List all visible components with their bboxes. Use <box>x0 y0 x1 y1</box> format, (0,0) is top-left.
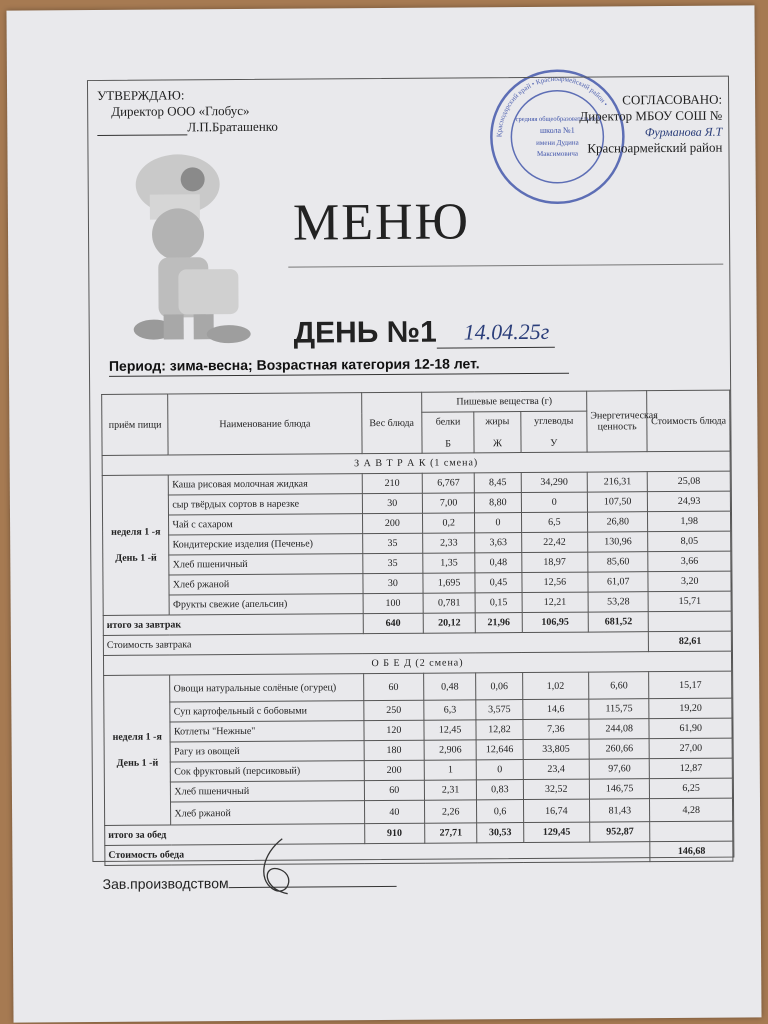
table-cell: 12,56 <box>522 572 589 592</box>
table-cell: 1,35 <box>423 553 475 573</box>
table-cell: 30,53 <box>477 823 523 843</box>
table-cell: Каша рисовая молочная жидкая <box>169 474 362 495</box>
table-cell: Хлеб ржаной <box>171 801 364 825</box>
table-cell: Кондитерские изделия (Печенье) <box>169 534 362 555</box>
table-cell: 60 <box>364 780 425 800</box>
table-cell: 0,48 <box>424 673 477 700</box>
table-cell: 6,25 <box>650 778 733 799</box>
table-cell: 200 <box>362 513 423 533</box>
table-cell: 27,00 <box>649 738 732 759</box>
table-cell: итого за завтрак <box>103 614 363 636</box>
table-cell: 0,6 <box>477 800 523 823</box>
table-cell: 2,26 <box>424 800 476 823</box>
table-cell: 8,45 <box>475 473 521 493</box>
table-cell: 12,21 <box>522 592 589 612</box>
table-cell: 115,75 <box>589 699 650 719</box>
table-cell: 6,5 <box>521 512 588 532</box>
lunch-cost-row <box>105 841 733 865</box>
table-cell: 8,80 <box>475 493 521 513</box>
table-cell: 8,05 <box>648 531 731 552</box>
table-cell: Чай с сахаром <box>169 514 362 535</box>
lunch-week-label: неделя 1 -я День 1 -й <box>104 675 171 825</box>
table-cell: Ж <box>492 437 502 449</box>
table-cell: 15,17 <box>649 671 732 699</box>
table-cell: 40 <box>364 800 425 823</box>
header-energy: Энергетическая ценность <box>587 391 648 452</box>
table-cell: 129,45 <box>523 822 590 842</box>
day-date: 14.04.25г <box>463 318 550 345</box>
table-cell: 0,15 <box>475 593 521 613</box>
table-cell: жиры <box>485 415 510 427</box>
table-cell: 0,48 <box>475 553 521 573</box>
table-cell: 14,6 <box>522 699 589 719</box>
table-cell: 22,42 <box>521 532 588 552</box>
table-cell: 146,75 <box>589 779 650 799</box>
table-cell: 3,63 <box>475 533 521 553</box>
table-cell: Рагу из овощей <box>170 741 363 762</box>
table-cell: 30 <box>363 573 424 593</box>
table-cell: углеводы <box>534 415 574 427</box>
menu-sheet <box>6 5 761 1022</box>
table-cell: 61,07 <box>588 572 649 592</box>
table-cell: 0,781 <box>423 593 475 613</box>
table-cell: У <box>550 437 558 449</box>
table-cell: 1 <box>424 760 476 780</box>
menu-table <box>101 390 733 866</box>
table-cell: 4,28 <box>650 798 733 822</box>
table-cell: 33,805 <box>523 739 590 759</box>
table-cell: 53,28 <box>588 592 649 612</box>
table-cell: 18,97 <box>521 552 588 572</box>
stamp-line1: средняя общеобразовательная <box>515 115 599 124</box>
table-cell: 3,575 <box>476 700 522 720</box>
table-cell: 7,00 <box>422 493 474 513</box>
table-cell: 32,52 <box>523 779 590 799</box>
table-cell: 2,33 <box>423 533 475 553</box>
handwritten-signature-icon <box>242 834 312 904</box>
table-cell: 244,08 <box>589 719 650 739</box>
agreement-heading: СОГЛАСОВАНО: <box>622 91 723 108</box>
table-cell: Фрукты свежие (апельсин) <box>169 594 362 615</box>
table-cell: 0,45 <box>475 573 521 593</box>
header-price: Стоимость блюда <box>647 390 730 452</box>
table-cell: 27,71 <box>425 823 477 843</box>
table-cell: 7,36 <box>523 719 590 739</box>
table-cell: 12,45 <box>424 720 476 740</box>
table-cell: 35 <box>362 553 423 573</box>
table-cell: 1,695 <box>423 573 475 593</box>
table-cell: итого за обед <box>105 824 365 846</box>
approval-position: Директор ООО «Глобус» <box>111 102 250 119</box>
table-cell: 15,71 <box>648 591 731 612</box>
table-cell: 1,02 <box>522 672 589 699</box>
table-cell: 6,60 <box>589 672 650 699</box>
table-cell: 20,12 <box>423 613 475 633</box>
chef-illustration-icon <box>117 149 263 350</box>
table-cell: 25,08 <box>648 471 731 492</box>
agreement-signature: Фурманова Я.Т <box>644 124 723 140</box>
table-cell: 97,60 <box>589 759 650 779</box>
table-cell: Котлеты "Нежные" <box>170 721 363 742</box>
table-cell: 24,93 <box>648 491 731 512</box>
table-cell: 12,87 <box>650 758 733 779</box>
table-cell: 200 <box>364 760 425 780</box>
table-cell: 130,96 <box>588 532 649 552</box>
table-cell: Хлеб пшеничный <box>171 781 364 802</box>
table-cell: 146,68 <box>650 841 733 862</box>
table-cell: 61,90 <box>649 718 732 739</box>
breakfast-week-label: неделя 1 -я День 1 -й <box>102 475 169 615</box>
table-cell: 19,20 <box>649 698 732 719</box>
table-cell: 0 <box>477 760 523 780</box>
agreement-position: Директор МБОУ СОШ № <box>579 107 723 124</box>
table-cell: 6,3 <box>424 700 476 720</box>
table-cell: 260,66 <box>589 739 650 759</box>
table-cell: 216,31 <box>587 472 648 492</box>
header-meal: приём пищи <box>102 394 169 455</box>
table-cell: сыр твёрдых сортов в нарезке <box>169 494 362 515</box>
table-cell: 2,906 <box>424 740 476 760</box>
stamp-ring-text: Краснодарский край • Красноармейский район • <box>495 74 610 138</box>
table-cell: 12,82 <box>476 720 522 740</box>
table-cell: 82,61 <box>649 631 732 652</box>
table-cell: 30 <box>362 493 423 513</box>
breakfast-section: З А В Т Р А К (1 смена) <box>102 451 730 475</box>
table-cell: 60 <box>363 673 424 700</box>
table-cell: 34,290 <box>521 472 588 492</box>
table-cell: 23,4 <box>523 759 590 779</box>
lunch-section: О Б Е Д (2 смена) <box>103 651 731 675</box>
table-cell: 681,52 <box>588 612 649 632</box>
header-nutrients: Пишевые вещества (г) <box>422 391 587 412</box>
table-cell: 120 <box>364 720 425 740</box>
table-cell: Хлеб пшеничный <box>169 554 362 575</box>
table-cell: 1,98 <box>648 511 731 532</box>
table-cell: 2,31 <box>424 780 476 800</box>
table-cell: 81,43 <box>590 799 651 822</box>
table-cell: 250 <box>363 700 424 720</box>
table-cell: 210 <box>362 473 423 493</box>
stamp-line3: имени Дудина <box>536 138 579 147</box>
table-cell: Суп картофельный с бобовыми <box>170 701 363 722</box>
table-cell: 640 <box>363 613 424 633</box>
table-cell: Хлеб ржаной <box>169 574 362 595</box>
approval-heading: УТВЕРЖДАЮ: <box>97 87 185 103</box>
table-cell: 6,767 <box>422 473 474 493</box>
table-cell: 3,66 <box>648 551 731 572</box>
table-cell: 0,2 <box>422 513 474 533</box>
table-cell: 3,20 <box>648 571 731 592</box>
table-cell: 952,87 <box>590 822 651 842</box>
header-dish: Наименование блюда <box>168 393 362 455</box>
table-cell: Овощи натуральные солёные (огурец) <box>170 674 363 702</box>
day-label: ДЕНЬ №1 <box>293 315 437 350</box>
table-cell: 12,646 <box>476 740 522 760</box>
agreement-district: Красноармейский район <box>587 139 723 156</box>
table-cell: Сок фруктовый (персиковый) <box>171 761 364 782</box>
table-cell: белки <box>435 415 461 428</box>
header-carbs <box>520 411 587 452</box>
table-cell: Стоимость завтрака <box>103 632 649 656</box>
approval-name: Л.П.Браташенко <box>187 118 278 135</box>
table-cell: 0 <box>521 492 588 512</box>
table-cell: 16,74 <box>523 799 590 822</box>
table-cell: 21,96 <box>476 613 522 633</box>
header-fat <box>474 412 521 453</box>
stamp-line2: школа №1 <box>539 125 575 135</box>
table-cell: 35 <box>362 533 423 553</box>
table-cell: 910 <box>364 823 425 843</box>
page-title: МЕНЮ <box>292 193 471 252</box>
header-protein <box>422 412 475 453</box>
table-cell: 107,50 <box>587 492 648 512</box>
stamp-line4: Максимовича <box>536 149 579 158</box>
footer-label: Зав.производством <box>102 875 229 892</box>
table-cell: 85,60 <box>588 552 649 572</box>
table-cell: 0 <box>475 513 521 533</box>
table-cell: 100 <box>363 593 424 613</box>
table-cell: Стоимость обеда <box>105 842 651 866</box>
table-cell: 180 <box>364 740 425 760</box>
period-line: Период: зима-весна; Возрастная категория 12-18 лет. <box>108 355 480 374</box>
table-cell: 106,95 <box>522 612 589 632</box>
header-weight: Вес блюда <box>361 392 422 453</box>
table-cell: 0,83 <box>477 780 523 800</box>
table-cell: 26,80 <box>588 512 649 532</box>
table-cell: 0,06 <box>476 673 522 700</box>
table-cell: Б <box>445 438 452 450</box>
